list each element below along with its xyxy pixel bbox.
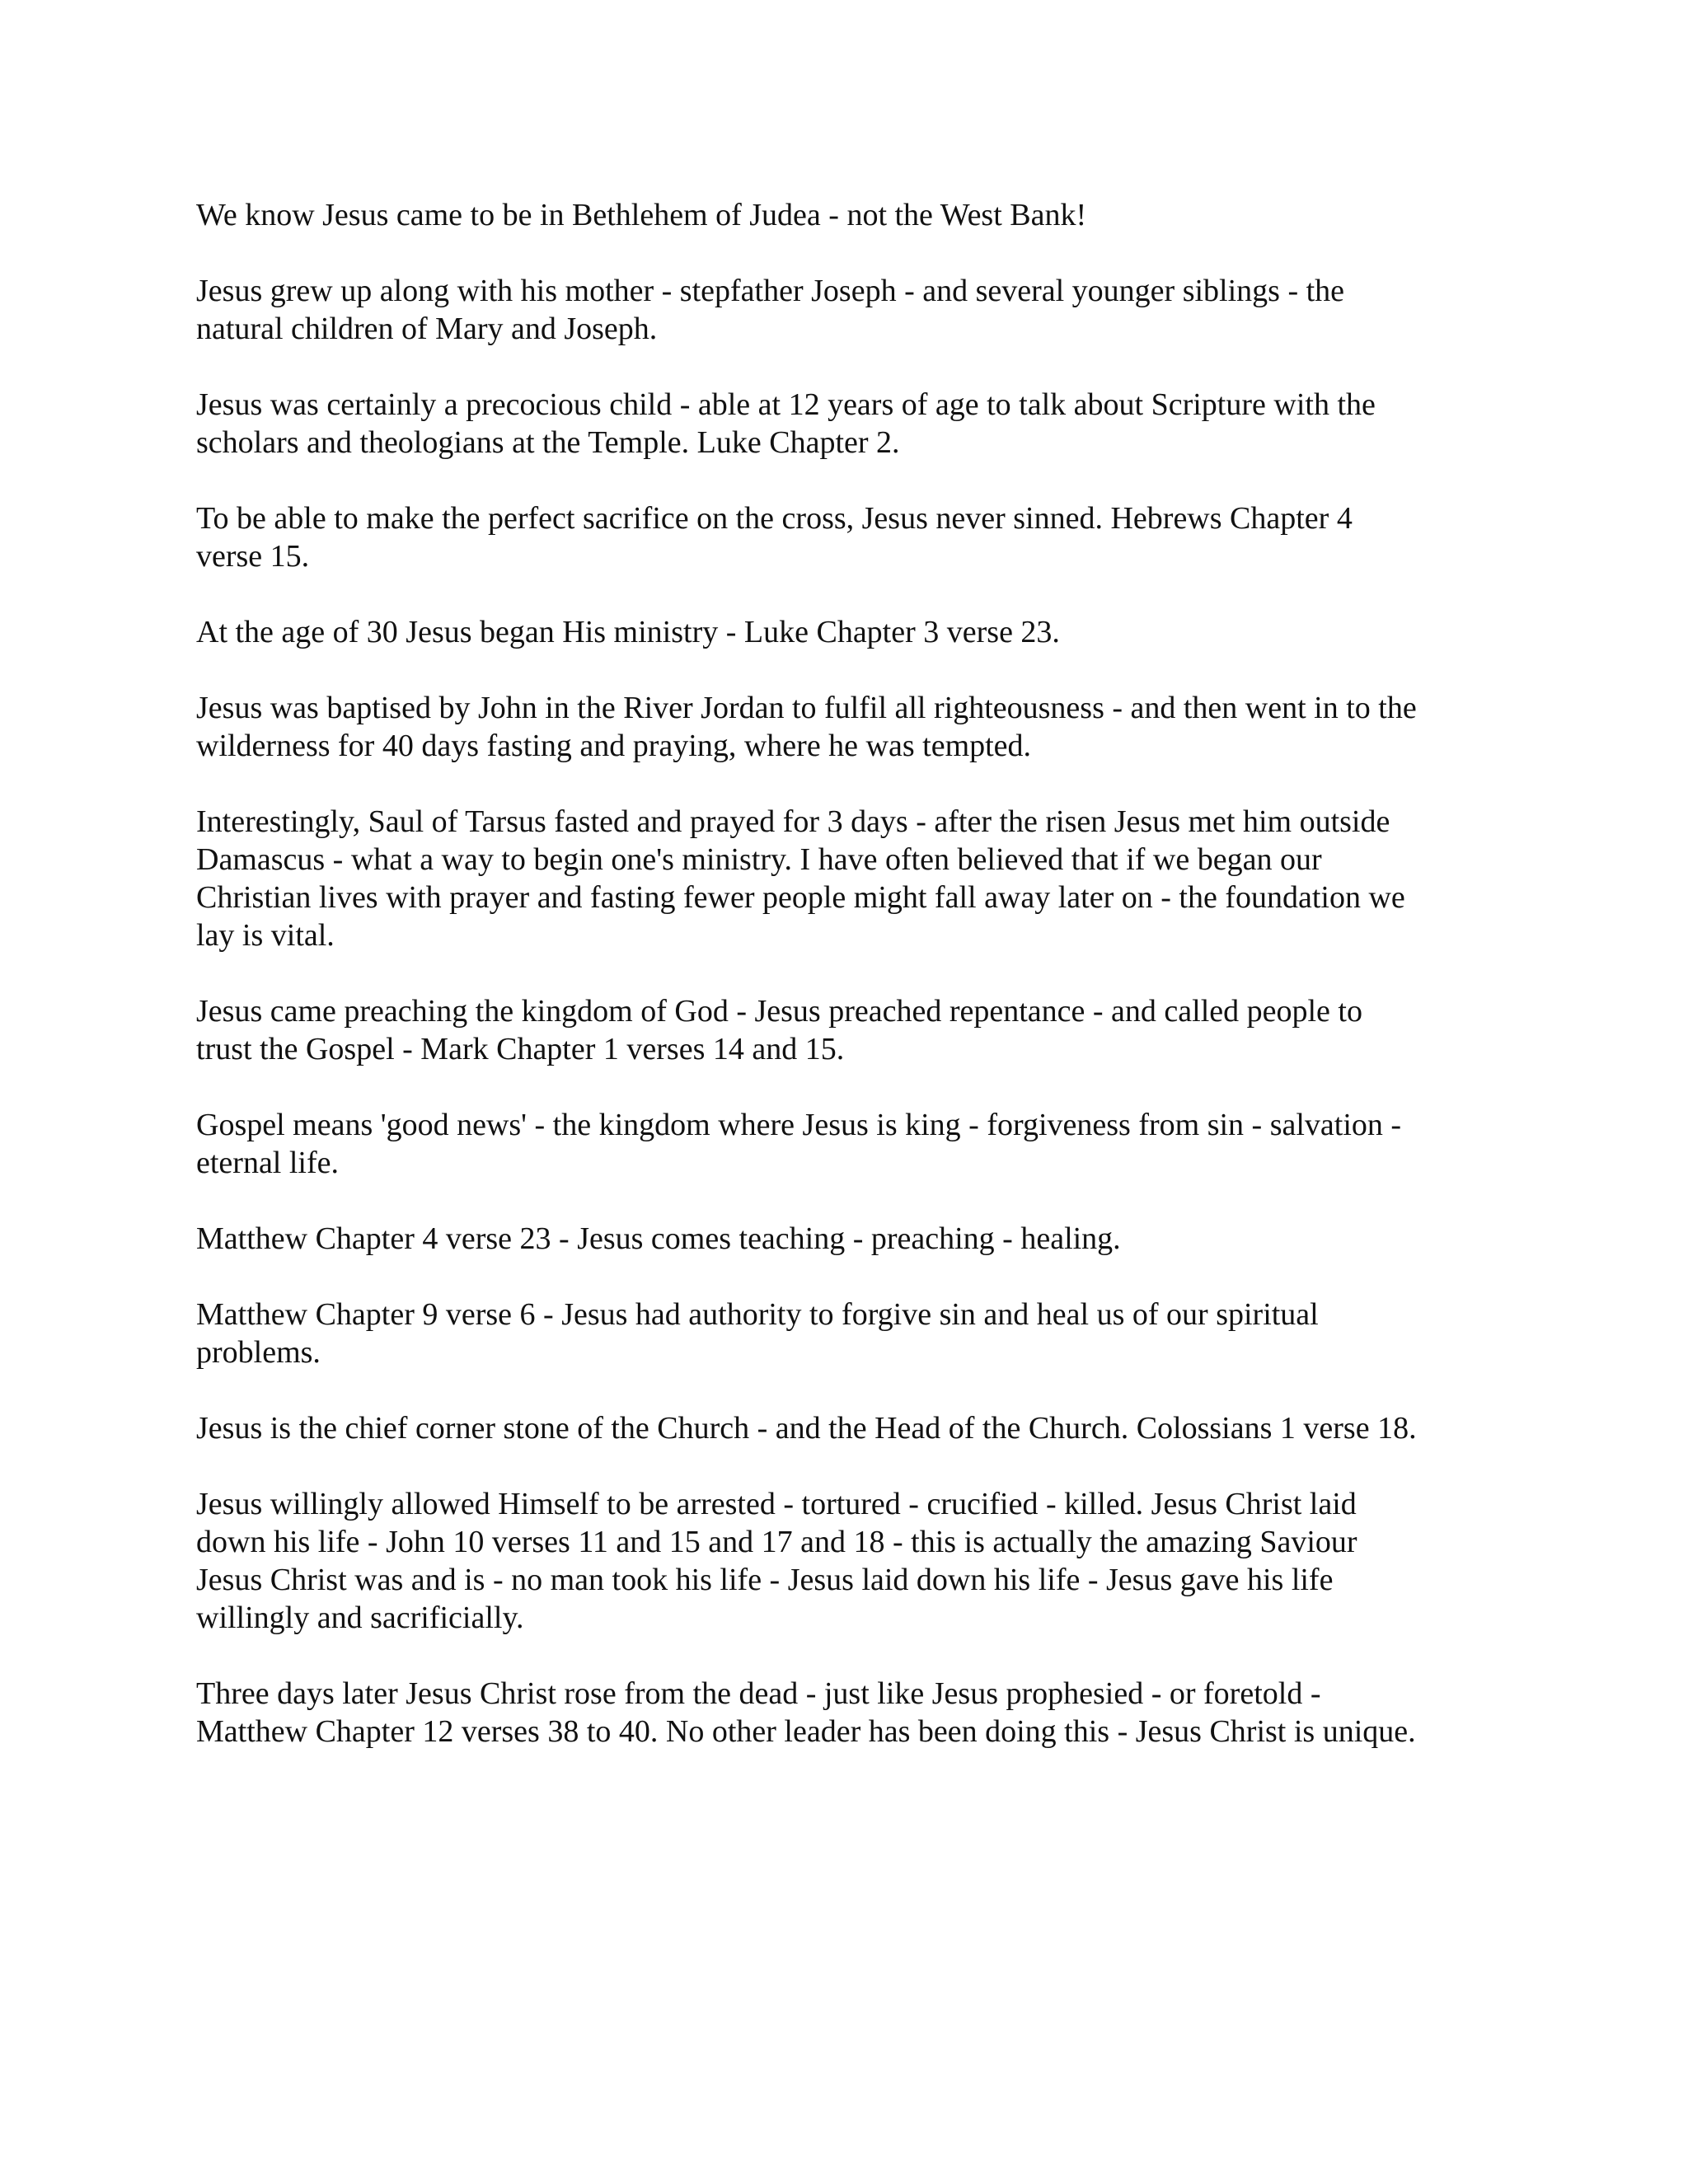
paragraph: Jesus grew up along with his mother - stepfather Joseph - and several younger siblings - the natural children of Mary and Joseph. xyxy=(196,274,1345,346)
paragraph: We know Jesus came to be in Bethlehem of Judea - not the West Bank! xyxy=(196,198,1087,232)
paragraph: Jesus willingly allowed Himself to be arrested - tortured - crucified - killed. Jesus Christ laid down his life - John 10 verses 11 and 15 and 17 and 18 - this is actually the amazing Saviour Jesus Christ was and is - no man took his life - Jesus laid down his life - Jesus gave his life willingly and sacrificially. xyxy=(196,1487,1357,1635)
paragraph: At the age of 30 Jesus began His ministry - Luke Chapter 3 verse 23. xyxy=(196,615,1060,649)
paragraph: Matthew Chapter 9 verse 6 - Jesus had authority to forgive sin and heal us of our spiritual problems. xyxy=(196,1297,1319,1370)
paragraph: Three days later Jesus Christ rose from the dead - just like Jesus prophesied - or foretold - Matthew Chapter 12 verses 38 to 40. No other leader has been doing this - Jesus Christ is unique. xyxy=(196,1676,1416,1749)
paragraph: To be able to make the perfect sacrifice on the cross, Jesus never sinned. Hebrews Chapter 4 verse 15. xyxy=(196,501,1353,574)
document-body xyxy=(196,196,1482,1788)
paragraph: Jesus was certainly a precocious child - able at 12 years of age to talk about Scripture with the scholars and theologians at the Temple. Luke Chapter 2. xyxy=(196,387,1376,460)
paragraph: Gospel means 'good news' - the kingdom where Jesus is king - forgiveness from sin - salvation - eternal life. xyxy=(196,1108,1402,1180)
paragraph: Jesus is the chief corner stone of the Church - and the Head of the Church. Colossians 1 verse 18. xyxy=(196,1411,1417,1446)
paragraph: Matthew Chapter 4 verse 23 - Jesus comes teaching - preaching - healing. xyxy=(196,1221,1121,1256)
paragraph: Jesus was baptised by John in the River Jordan to fulfil all righteousness - and then went in to the wilderness for 40 days fasting and praying, where he was tempted. xyxy=(196,691,1417,763)
paragraph: Interestingly, Saul of Tarsus fasted and prayed for 3 days - after the risen Jesus met him outside Damascus - what a way to begin one's ministry. I have often believed that if we began our Christian lives with prayer and fasting fewer people might fall away later on - the foundation we lay is vital. xyxy=(196,804,1405,953)
paragraph: Jesus came preaching the kingdom of God - Jesus preached repentance - and called people to trust the Gospel - Mark Chapter 1 verses 14 and 15. xyxy=(196,994,1362,1066)
